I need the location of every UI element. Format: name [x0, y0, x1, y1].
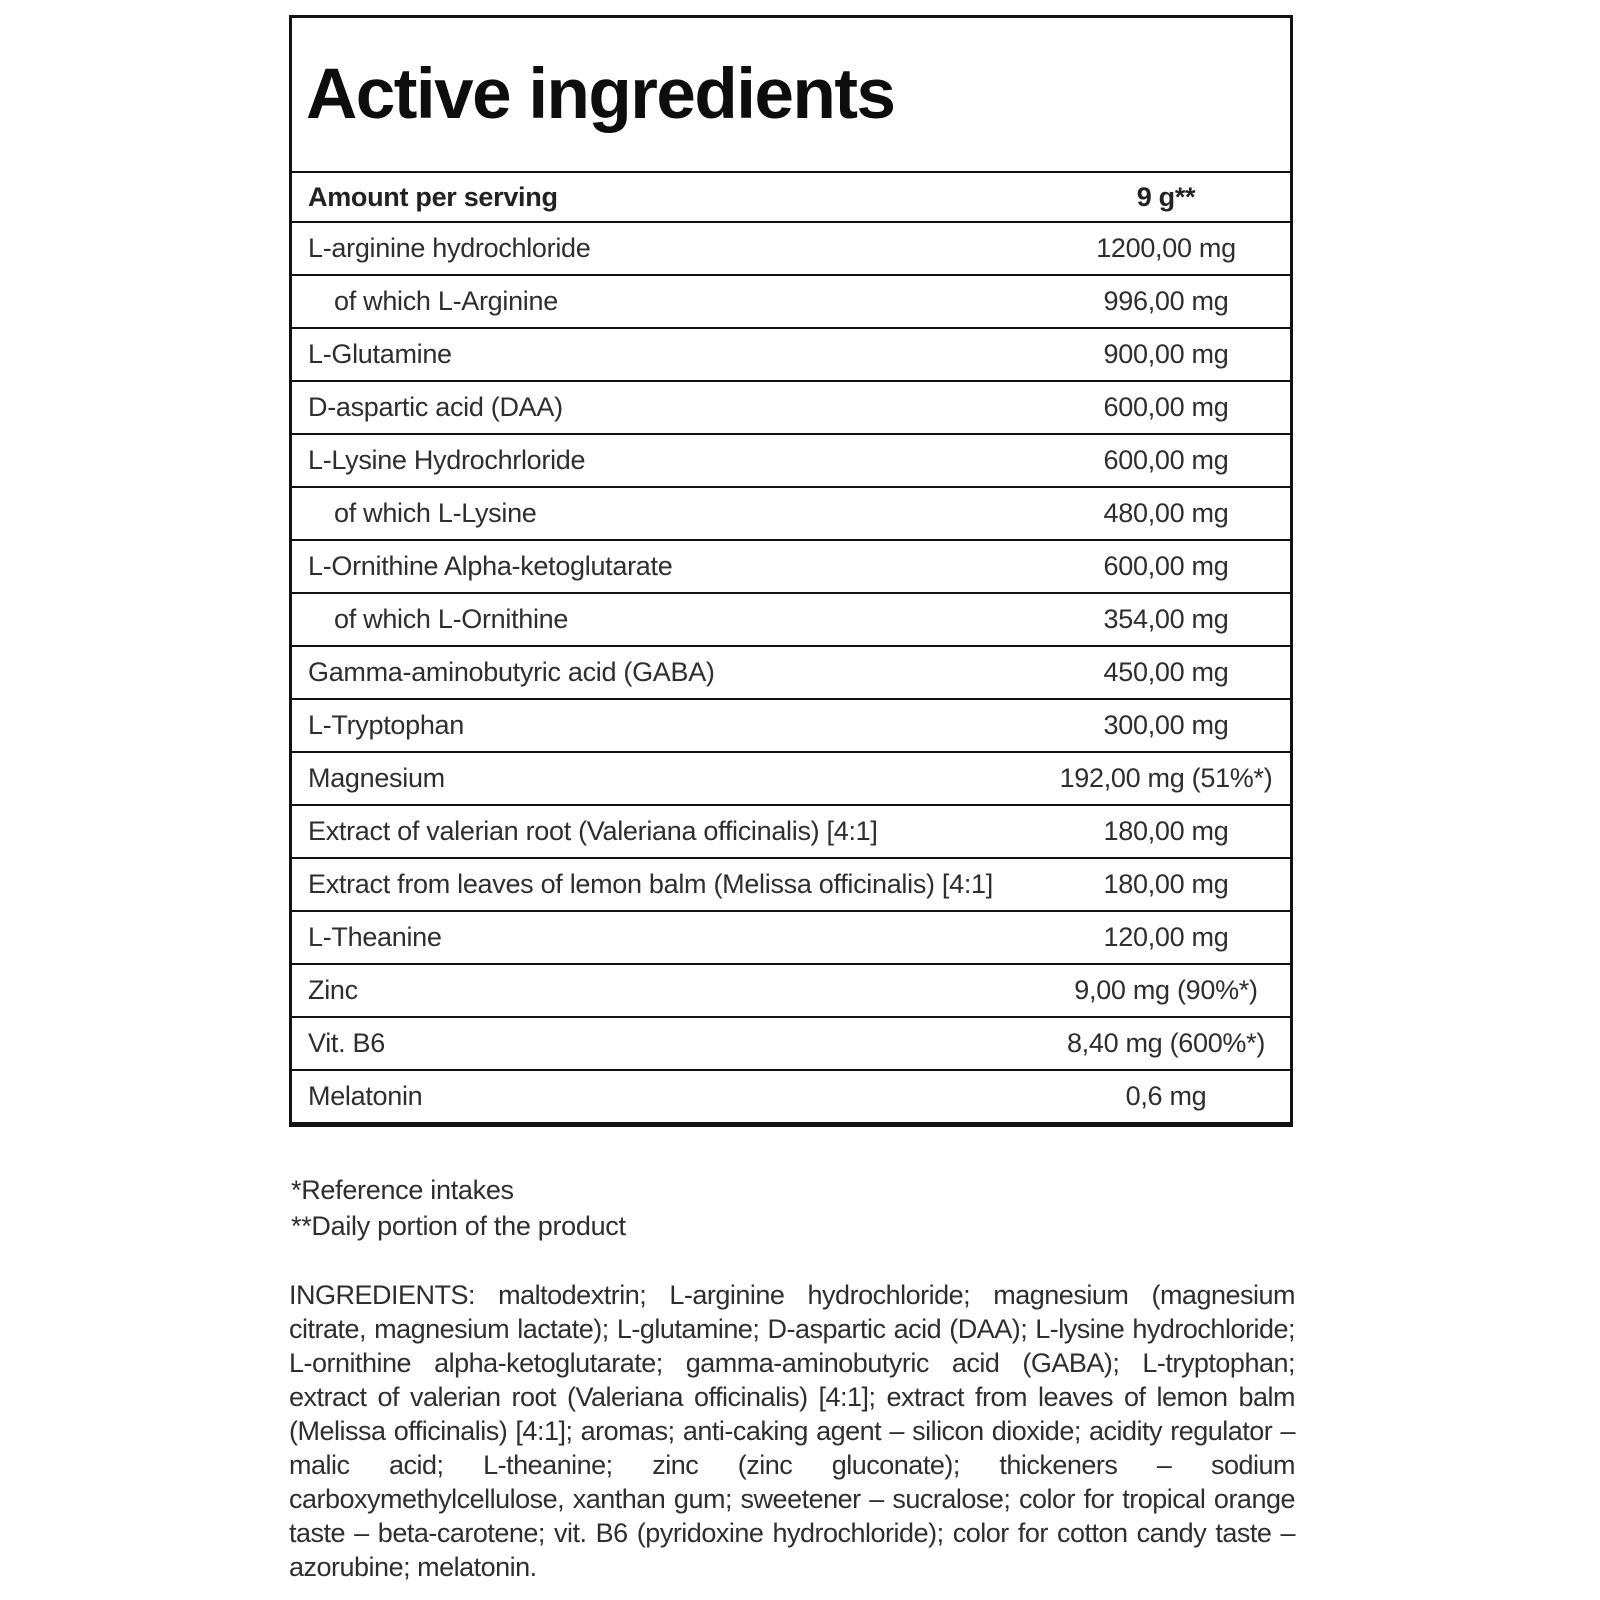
ingredient-name: Vit. B6	[308, 1028, 385, 1058]
ingredient-name: Gamma-aminobutyric acid (GABA)	[308, 657, 715, 687]
table-header-row	[292, 173, 1290, 223]
header-serving-size: 9 g**	[1136, 181, 1196, 212]
table-row	[292, 859, 1290, 912]
ingredient-name: D-aspartic acid (DAA)	[308, 392, 563, 422]
ingredient-name: Zinc	[308, 975, 358, 1005]
footnote-reference-intakes: *Reference intakes	[291, 1175, 514, 1205]
ingredient-amount: 900,00 mg	[1103, 339, 1229, 369]
table-row	[292, 1018, 1290, 1071]
ingredient-amount: 300,00 mg	[1103, 710, 1229, 740]
ingredient-amount: 600,00 mg	[1103, 445, 1229, 475]
ingredient-amount: 8,40 mg (600%*)	[1066, 1028, 1266, 1058]
header-amount-per-serving: Amount per serving	[308, 181, 558, 212]
ingredient-name: Extract from leaves of lemon balm (Melissa officinalis) [4:1]	[308, 869, 993, 899]
ingredient-amount: 1200,00 mg	[1096, 233, 1236, 263]
ingredient-amount: 996,00 mg	[1103, 286, 1229, 316]
table-row	[292, 594, 1290, 647]
ingredient-name: L-Glutamine	[308, 339, 452, 369]
ingredient-name: Melatonin	[308, 1081, 423, 1111]
footnotes	[291, 1172, 626, 1244]
table-title: Active ingredients	[292, 18, 1290, 173]
ingredient-name: of which L-Arginine	[334, 286, 558, 316]
table-row	[292, 1071, 1290, 1122]
ingredient-amount: 9,00 mg (90%*)	[1074, 975, 1258, 1005]
table-row	[292, 806, 1290, 859]
ingredient-name: L-Theanine	[308, 922, 442, 952]
table-row	[292, 753, 1290, 806]
ingredient-name: of which L-Ornithine	[334, 604, 569, 634]
table-row	[292, 382, 1290, 435]
ingredient-name: Extract of valerian root (Valeriana officinalis) [4:1]	[308, 816, 878, 846]
table-row	[292, 329, 1290, 382]
ingredient-amount: 600,00 mg	[1103, 551, 1229, 581]
ingredient-amount: 120,00 mg	[1103, 922, 1229, 952]
active-ingredients-table	[289, 15, 1293, 1127]
table-row	[292, 647, 1290, 700]
table-row	[292, 541, 1290, 594]
table-row	[292, 223, 1290, 276]
ingredient-amount: 480,00 mg	[1103, 498, 1229, 528]
table-row	[292, 912, 1290, 965]
ingredient-amount: 450,00 mg	[1103, 657, 1229, 687]
ingredient-amount: 354,00 mg	[1103, 604, 1229, 634]
table-row	[292, 435, 1290, 488]
ingredient-amount: 0,6 mg	[1125, 1081, 1207, 1111]
table-row	[292, 965, 1290, 1018]
ingredient-name: L-Lysine Hydrochrloride	[308, 445, 586, 475]
table-row	[292, 276, 1290, 329]
table-row	[292, 700, 1290, 753]
ingredient-name: L-arginine hydrochloride	[308, 233, 591, 263]
ingredient-amount: 600,00 mg	[1103, 392, 1229, 422]
ingredient-name: L-Ornithine Alpha-ketoglutarate	[308, 551, 673, 581]
footnote-daily-portion: **Daily portion of the product	[291, 1211, 626, 1241]
ingredient-name: Magnesium	[308, 763, 445, 793]
ingredient-amount: 192,00 mg (51%*)	[1059, 763, 1273, 793]
table-row	[292, 488, 1290, 541]
ingredient-amount: 180,00 mg	[1103, 816, 1229, 846]
ingredient-name: of which L-Lysine	[334, 498, 537, 528]
ingredient-amount: 180,00 mg	[1103, 869, 1229, 899]
ingredient-name: L-Tryptophan	[308, 710, 464, 740]
ingredients-paragraph: INGREDIENTS: maltodextrin; L-arginine hydrochloride; magnesium (magnesium citrate, magnesium lactate); L-glutamine; D-aspartic acid (DAA); L-lysine hydrochloride; L-ornithine alpha-ketoglutarate; gamma-aminobutyric acid (GABA); L-tryptophan; extract of valerian root (Valeriana officinalis) [4:1]; extract from leaves of lemon balm (Melissa officinalis) [4:1]; aromas; anti-caking agent – silicon dioxide; acidity regulator – malic acid; L-theanine; zinc (zinc gluconate); thickeners – sodium carboxymethylcellulose, xanthan gum; sweetener – sucralose; color for tropical orange taste – beta-carotene; vit. B6 (pyridoxine hydrochloride); color for cotton candy taste – azorubine; melatonin.	[289, 1280, 1295, 1582]
